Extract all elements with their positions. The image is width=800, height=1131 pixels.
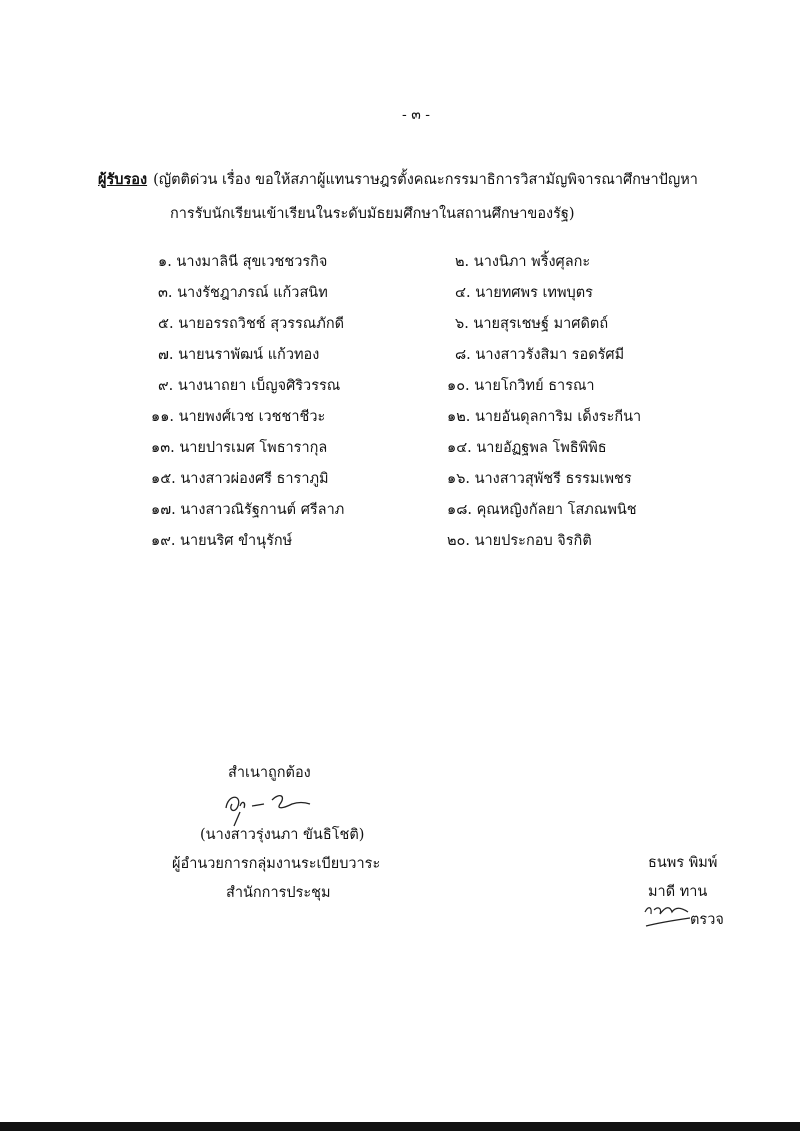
signer-item: ๑๕. นางสาวผ่องศรี ธาราภูมิ	[151, 471, 329, 487]
true-copy-label: สำเนาถูกต้อง	[228, 765, 311, 781]
endorsement-line-1	[98, 163, 738, 197]
motion-title-part-1: (ญัตติด่วน เรื่อง ขอให้สภาผู้แทนราษฎรตั้งคณะกรรมาธิการวิสามัญพิจารณาศึกษาปัญหา	[153, 172, 698, 188]
certifier-name: (นางสาวรุ่งนภา ขันธิโชติ)	[200, 827, 365, 843]
signer-item: ๘. นางสาวรังสิมา รอดรัศมี	[455, 347, 625, 363]
signer-item: ๑. นางมาลินี สุขเวชชวรกิจ	[158, 254, 328, 270]
certifier-office: สำนักการประชุม	[226, 885, 331, 901]
signer-item: ๑๗. นางสาวณิรัฐกานต์ ศรีลาภ	[151, 502, 345, 518]
endorsement-block	[98, 163, 738, 231]
certifier-position: ผู้อำนวยการกลุ่มงานระเบียบวาระ	[172, 856, 381, 872]
signer-item: ๑๔. นายอัฏฐพล โพธิพิพิธ	[447, 440, 607, 456]
signer-item: ๑๑. นายพงศ์เวช เวชชาชีวะ	[151, 409, 326, 425]
signer-item: ๙. นางนาถยา เบ็ญจศิริวรรณ	[158, 378, 341, 394]
signer-item: ๑๙. นายนริศ ขำนุรักษ์	[151, 533, 293, 549]
signer-item: ๑๘. คุณหญิงกัลยา โสภณพนิช	[447, 502, 637, 518]
signer-item: ๑๐. นายโกวิทย์ ธารณา	[447, 378, 595, 394]
signer-item: ๑๖. นางสาวสุพัชรี ธรรมเพชร	[447, 471, 632, 487]
signer-item: ๓. นางรัชฎาภรณ์ แก้วสนิท	[158, 285, 328, 301]
signer-item: ๗. นายนราพัฒน์ แก้วทอง	[158, 347, 320, 363]
signer-item: ๒. นางนิภา พริ้งศุลกะ	[455, 254, 591, 270]
bottom-scan-border	[0, 1122, 800, 1131]
signer-item: ๑๓. นายปารเมศ โพธารากุล	[151, 440, 328, 456]
checker-initials	[642, 902, 692, 932]
checked-label: ตรวจ	[690, 912, 724, 928]
certifier-signature	[222, 784, 322, 828]
signer-item: ๑๒. นายอันดุลการิม เด็งระกีนา	[447, 409, 642, 425]
proofreader-note: มาดี ทาน	[648, 884, 708, 900]
signer-item: ๔. นายทศพร เทพบุตร	[455, 285, 593, 301]
endorsement-label: ผู้รับรอง	[98, 171, 148, 188]
motion-title-part-2: การรับนักเรียนเข้าเรียนในระดับมัธยมศึกษาในสถานศึกษาของรัฐ)	[170, 206, 575, 222]
typist-note: ธนพร พิมพ์	[648, 855, 718, 871]
signer-item: ๖. นายสุรเชษฐ์ มาศดิตถ์	[455, 316, 609, 332]
signer-item: ๕. นายอรรถวิชช์ สุวรรณภักดี	[158, 316, 345, 332]
signer-item: ๒๐. นายประกอบ จิรกิติ	[447, 533, 592, 549]
page-number: - ๓ -	[402, 107, 430, 123]
